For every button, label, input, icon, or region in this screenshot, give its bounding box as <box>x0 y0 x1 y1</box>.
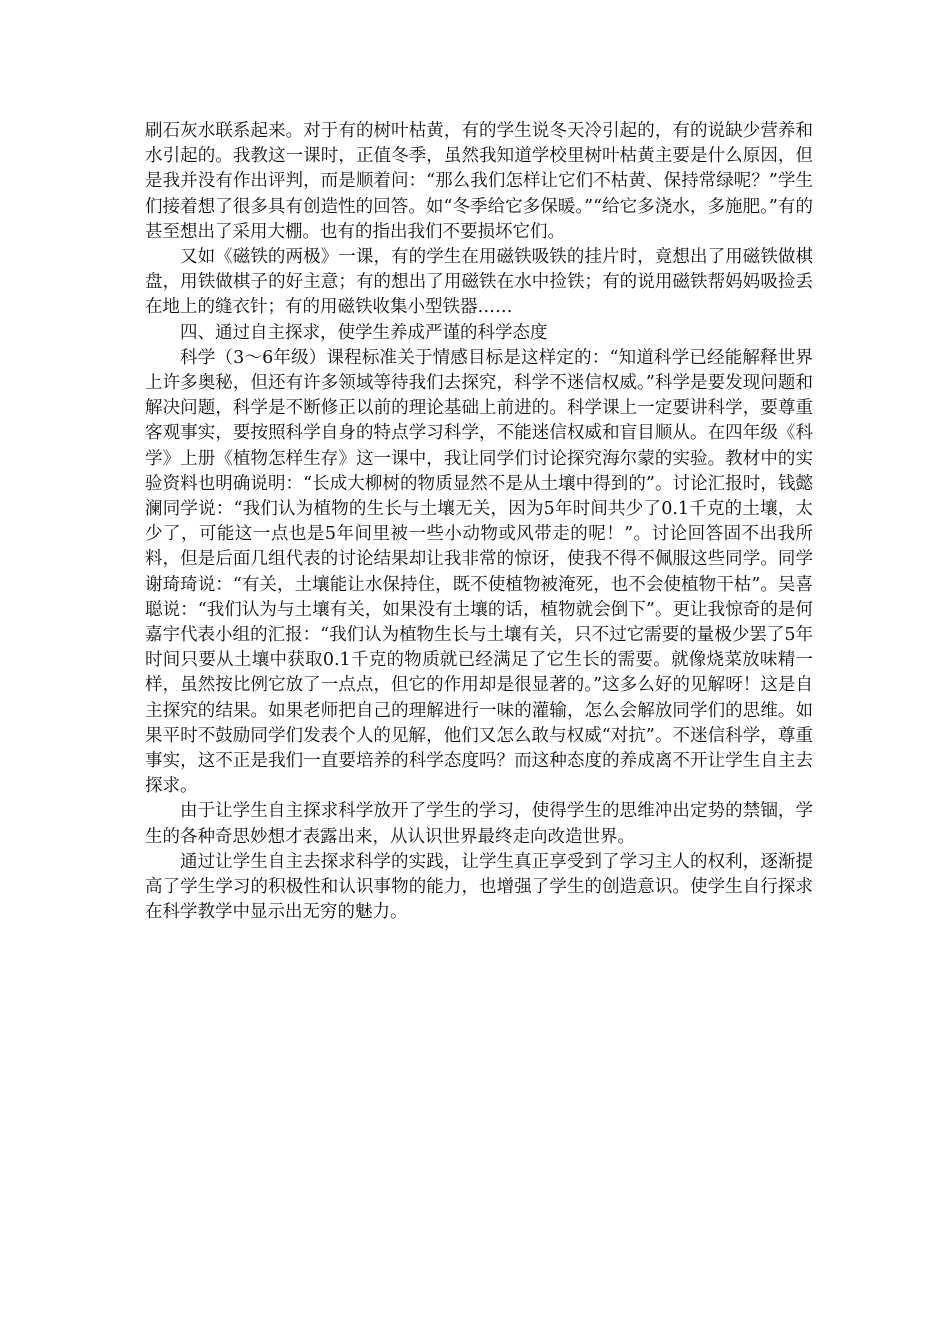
section-heading: 四、通过自主探求，使学生养成严谨的科学态度 <box>180 322 548 343</box>
paragraph-continuation: 刷石灰水联系起来。对于有的树叶枯黄，有的学生说冬天冷引起的，有的说缺少营养和水引起的。我教这一课时，正值冬季，虽然我知道学校里树叶枯黄主要是什么原因，但是我并没有作出评判，而是顺着问：“那么我们怎样让它们不枯黄、保持常绿呢？”学生们接着想了很多具有创造性的回答。如“冬季给它多保暖。”“给它多浇水，多施肥。”有的甚至想出了采用大棚。也有的指出我们不要损坏它们。 <box>145 121 813 242</box>
paragraph-conclusion: 通过让学生自主去探求科学的实践，让学生真正享受到了学习主人的权利，逐渐提高了学生学习的积极性和认识事物的能力，也增强了学生的创造意识。使学生自行探求在科学教学中显示出无穷的魅力。 <box>145 851 813 923</box>
paragraph-magnet-lesson: 又如《磁铁的两极》一课，有的学生在用磁铁吸铁的挂片时，竟想出了用磁铁做棋盘，用铁做棋子的好主意；有的想出了用磁铁在水中捡铁；有的说用磁铁帮妈妈吸捡丢在地上的缝衣针；有的用磁铁收集小型铁器…… <box>145 247 813 318</box>
document-body <box>145 119 813 926</box>
paragraph-free-exploration: 由于让学生自主探求科学放开了学生的学习，使得学生的思维冲出定势的禁锢，学生的各种奇思妙想才表露出来，从认识世界最终走向改造世界。 <box>145 801 813 847</box>
paragraph-science-standard: 科学（3～6年级）课程标准关于情感目标是这样定的：“知道科学已经能解释世界上许多奥秘，但还有许多领域等待我们去探究，科学不迷信权威。”科学是要发现问题和解决问题，科学是不断修正以前的理论基础上前进的。科学课上一定要讲科学，要尊重客观事实，要按照科学自身的特点学习科学，不能迷信权威和盲目顺从。在四年级《科学》上册《植物怎样生存》这一课中，我让同学们讨论探究海尔蒙的实验。教材中的实验资料也明确说明：“长成大柳树的物质显然不是从土壤中得到的”。讨论汇报时，钱懿澜同学说：“我们认为植物的生长与土壤无关，因为5年时间共少了0.1千克的土壤，太少了，可能这一点也是5年间里被一些小动物或风带走的呢！”。讨论回答固不出我所料，但是后面几组代表的讨论结果却让我非常的惊讶，使我不得不佩服这些同学。同学谢琦琦说：“有关，土壤能让水保持住，既不使植物被淹死，也不会使植物干枯”。吴喜聪说：“我们认为与土壤有关，如果没有土壤的话，植物就会倒下”。更让我惊奇的是何嘉宇代表小组的汇报：“我们认为植物生长与土壤有关，只不过它需要的量极少罢了5年时间只要从土壤中获取0.1千克的物质就已经满足了它生长的需要。就像烧菜放味精一样，虽然按比例它放了一点点，但它的作用却是很显著的。”这多么好的见解呀！这是自主探究的结果。如果老师把自己的理解进行一味的灌输，怎么会解放同学们的思维。如果平时不鼓励同学们发表个人的见解，他们又怎么敢与权威“对抗”。不迷信科学，尊重事实，这不正是我们一直要培养的科学态度吗？而这种态度的养成离不开让学生自主去探求。 <box>145 347 813 797</box>
